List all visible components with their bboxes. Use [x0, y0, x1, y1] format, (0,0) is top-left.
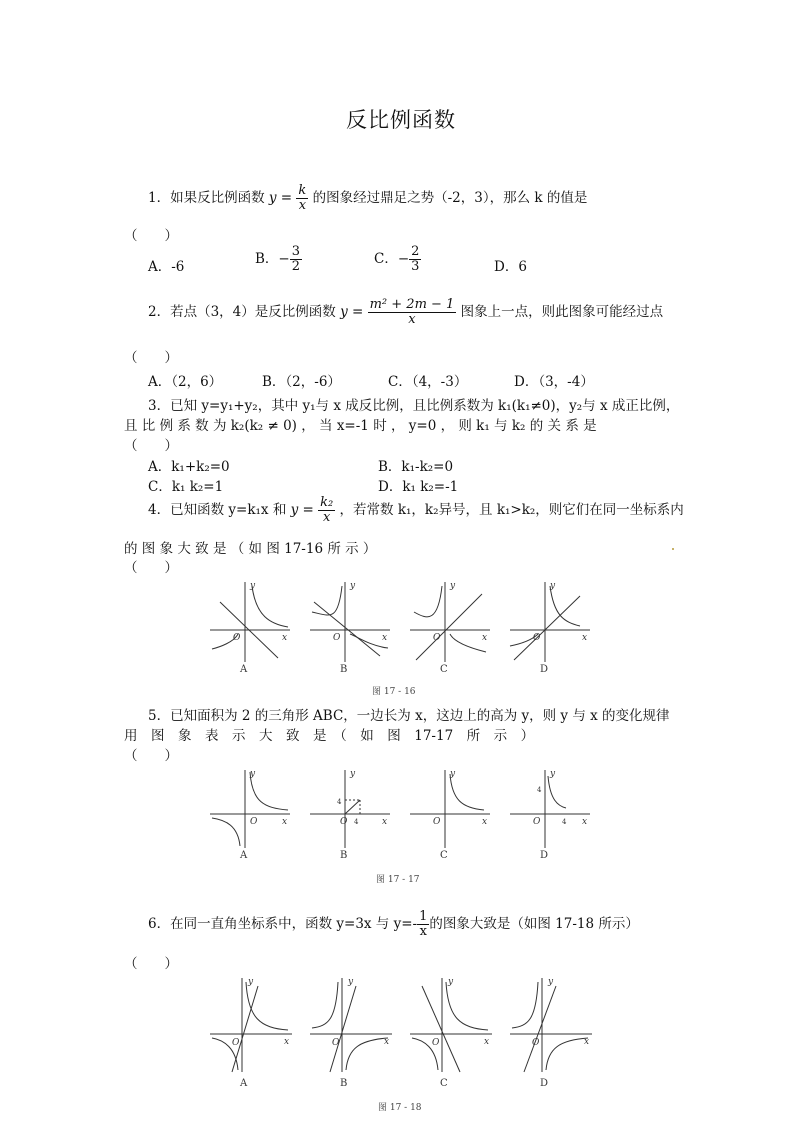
fraction-denominator: 3: [411, 259, 420, 274]
fraction-denominator: x: [419, 924, 427, 939]
y-axis-label: y: [450, 581, 456, 591]
x-axis-label: x: [284, 1037, 290, 1047]
question-1-y-eq: y =: [268, 190, 293, 206]
question-6-fraction: [417, 910, 429, 939]
graph-d: [510, 582, 590, 662]
y-axis-label: y: [550, 769, 556, 779]
hyperbola-branch: [346, 1038, 388, 1070]
hyperbola-branch: [414, 586, 442, 617]
line-graph: [524, 986, 556, 1072]
option-b-fraction: [290, 245, 302, 274]
fraction-denominator: x: [408, 312, 416, 327]
question-4-answer-paren: （ ）: [124, 560, 178, 576]
question-2-option-b: B．（2，-6）: [262, 374, 341, 390]
origin-label: O: [432, 1038, 440, 1048]
question-3-line-1: 3．已知 y=y₁+y₂，其中 y₁与 x 成反比例，且比例系数为 k₁(k₁≠0)，y₂与 x 成正比例，: [148, 398, 680, 414]
graph-d: [510, 978, 592, 1072]
question-1-line: [148, 184, 587, 213]
origin-label: O: [232, 1038, 240, 1048]
figure-17-17: [200, 762, 600, 862]
question-4-line: [148, 496, 684, 525]
question-6-prefix: 6．在同一直角坐标系中，函数 y=3x 与 y=-: [148, 916, 418, 932]
line-graph: [422, 986, 460, 1072]
fraction-denominator: x: [323, 510, 331, 525]
tick-label-x: 4: [562, 818, 567, 826]
question-6-suffix: 的图象大致是（如图 17-18 所示）: [429, 916, 639, 932]
tick-label-x: 4: [354, 818, 359, 826]
graph-label-a: A: [240, 664, 248, 675]
origin-label: O: [533, 633, 541, 643]
graph-c: [410, 582, 490, 662]
x-axis-label: x: [382, 817, 388, 827]
question-1-option-b: [255, 245, 302, 274]
figure-17-17-caption: 图 17 - 17: [376, 875, 420, 885]
question-5-line-1: 5．已知面积为 2 的三角形 ABC，一边长为 x，这边上的高为 y，则 y 与 x 的变化规律: [148, 708, 670, 724]
graph-label-c: C: [440, 850, 448, 861]
hyperbola-branch: [546, 1038, 588, 1070]
y-axis-label: y: [250, 769, 256, 779]
origin-label: O: [532, 1038, 540, 1048]
graph-c: [410, 770, 490, 848]
hyperbola-branch: [512, 982, 538, 1028]
x-axis-label: x: [282, 633, 288, 643]
y-axis-label: y: [548, 977, 554, 987]
question-1-prefix: 1．如果反比例函数: [148, 190, 265, 206]
question-2-option-d: D．（3，-4）: [514, 374, 594, 390]
tick-label-y: 4: [537, 786, 542, 794]
x-axis-label: x: [482, 633, 488, 643]
x-axis-label: x: [582, 633, 588, 643]
question-2-line: [148, 298, 663, 327]
graph-a: [210, 770, 290, 848]
question-6-line: [148, 910, 639, 939]
question-2-option-a: A．（2，6）: [148, 374, 223, 390]
question-2-prefix: 2．若点（3，4）是反比例函数: [148, 304, 336, 320]
hyperbola-branch: [312, 982, 338, 1028]
page-title: 反比例函数: [346, 108, 456, 132]
stray-dot: [672, 548, 674, 550]
hyperbola-branch: [446, 982, 488, 1030]
question-6-answer-paren: （ ）: [124, 956, 178, 972]
origin-label: O: [250, 817, 258, 827]
question-3-option-c: C．k₁ k₂=1: [148, 479, 224, 495]
option-b-label: B．−: [255, 251, 290, 267]
graph-b: [310, 770, 390, 848]
question-3-option-b: B．k₁-k₂=0: [378, 459, 454, 475]
origin-label: O: [433, 817, 441, 827]
question-5-line-2: 用 图 象 表 示 大 致 是 （ 如 图 17-17 所 示 ）: [124, 728, 535, 744]
graph-label-b: B: [340, 1078, 348, 1089]
figure-17-18-caption: 图 17 - 18: [378, 1103, 422, 1113]
fraction-numerator: 3: [291, 244, 301, 259]
graph-c: [410, 978, 492, 1072]
y-axis-label: y: [250, 581, 256, 591]
x-axis-label: x: [382, 633, 388, 643]
question-1-option-c: [374, 245, 421, 274]
fraction-numerator: k₂: [320, 495, 334, 510]
y-axis-label: y: [448, 977, 454, 987]
question-3-answer-paren: （ ）: [124, 438, 178, 454]
fraction-numerator: 2: [411, 244, 420, 259]
y-axis-label: y: [348, 977, 354, 987]
graph-label-b: B: [340, 850, 348, 861]
graph-label-a: A: [240, 850, 248, 861]
line-graph: [416, 594, 482, 660]
x-axis-label: x: [282, 817, 288, 827]
question-1-fraction: [296, 184, 308, 213]
x-axis-label: x: [582, 817, 588, 827]
graph-b: [310, 582, 390, 662]
question-2-suffix: 图象上一点，则此图象可能经过点: [460, 304, 664, 320]
graph-a: [210, 978, 292, 1072]
origin-label: O: [233, 633, 241, 643]
question-4-prefix: 4．已知函数 y=k₁x 和: [148, 502, 287, 518]
graph-d: [510, 770, 590, 848]
line-graph: [314, 602, 380, 656]
y-axis-label: y: [450, 769, 456, 779]
y-axis-label: y: [350, 581, 356, 591]
graph-label-c: C: [440, 664, 448, 675]
x-axis-label: x: [484, 1037, 490, 1047]
line-segment: [345, 800, 360, 814]
y-axis-label: y: [248, 977, 254, 987]
option-c-label: C．−: [374, 251, 410, 267]
graph-b: [310, 978, 392, 1072]
question-2-option-c: C．（4，-3）: [388, 374, 468, 390]
hyperbola-branch: [450, 774, 484, 810]
line-graph: [330, 986, 356, 1072]
x-axis-label: x: [584, 1037, 590, 1047]
origin-label: O: [332, 1038, 340, 1048]
fraction-denominator: 2: [291, 259, 301, 274]
option-c-fraction: [409, 245, 421, 274]
hyperbola-branch: [312, 586, 342, 615]
question-4-line-2: 的 图 象 大 致 是 （ 如 图 17-16 所 示 ）: [124, 541, 377, 557]
question-3-option-d: D．k₁ k₂=-1: [378, 479, 459, 495]
x-axis-label: x: [482, 817, 488, 827]
hyperbola-segment: [548, 776, 566, 808]
fraction-numerator: m² + 2m − 1: [369, 297, 455, 312]
hyperbola-branch: [250, 772, 288, 810]
hyperbola-branch: [550, 586, 580, 626]
figure-17-16-caption: 图 17 - 16: [372, 687, 416, 697]
figure-17-18: [200, 972, 600, 1092]
y-axis-label: y: [350, 769, 356, 779]
graph-a: [210, 582, 290, 662]
question-1-option-d: D．6: [494, 259, 527, 275]
y-axis-label: y: [550, 581, 556, 591]
question-1-option-a: A．-6: [148, 259, 185, 275]
graph-label-b: B: [340, 664, 348, 675]
hyperbola-branch: [450, 634, 486, 652]
question-5-answer-paren: （ ）: [124, 748, 178, 764]
graph-label-d: D: [540, 850, 549, 861]
fraction-numerator: 1: [419, 909, 428, 924]
question-1-suffix: 的图象经过鼎足之势（-2，3），那么 k 的值是: [312, 190, 588, 206]
figure-17-16: [200, 572, 600, 677]
fraction-denominator: x: [298, 198, 307, 213]
question-3-option-a: A．k₁+k₂=0: [148, 459, 230, 475]
question-4-fraction: [318, 496, 335, 525]
question-2-answer-paren: （ ）: [124, 350, 178, 366]
graph-label-c: C: [440, 1078, 448, 1089]
graph-label-d: D: [540, 1078, 549, 1089]
fraction-numerator: k: [298, 183, 307, 198]
origin-label: O: [340, 817, 348, 827]
hyperbola-branch: [252, 586, 288, 627]
question-1-answer-paren: （ ）: [124, 228, 178, 244]
graph-label-d: D: [540, 664, 549, 675]
question-4-y-eq: y =: [290, 502, 314, 518]
x-axis-label: x: [384, 1037, 390, 1047]
hyperbola-branch: [212, 818, 240, 846]
origin-label: O: [333, 633, 341, 643]
question-2-fraction: [368, 298, 457, 327]
question-2-y-eq: y =: [340, 304, 364, 320]
origin-label: O: [433, 633, 441, 643]
question-3-line-2: 且 比 例 系 数 为 k₂(k₂ ≠ 0) ， 当 x=-1 时 ， y=0 ， 则 k₁ 与 k₂ 的 关 系 是: [124, 418, 597, 434]
origin-label: O: [533, 817, 541, 827]
question-4-suffix: ，若常数 k₁，k₂异号，且 k₁>k₂，则它们在同一坐标系内: [339, 502, 684, 518]
line-graph: [514, 596, 580, 660]
graph-label-a: A: [240, 1078, 248, 1089]
tick-label-y: 4: [337, 798, 342, 806]
line-graph: [232, 986, 258, 1072]
